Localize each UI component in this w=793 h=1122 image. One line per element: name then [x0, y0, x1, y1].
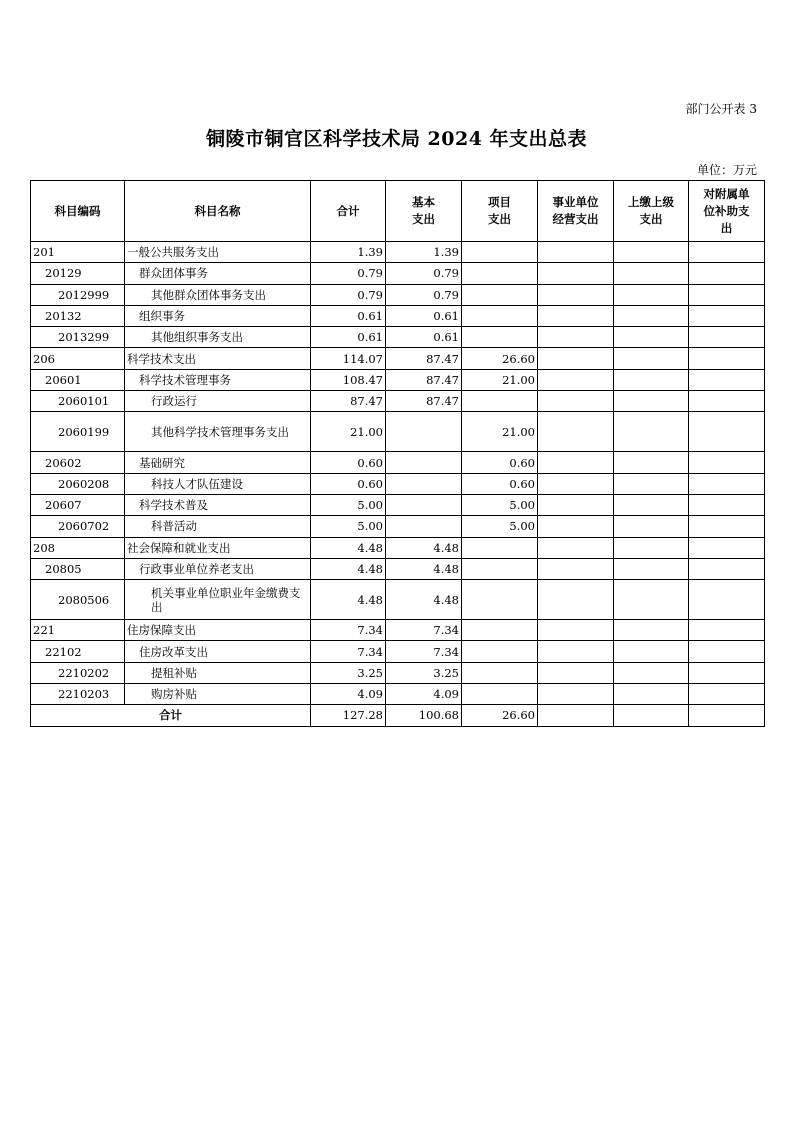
- total-basic-cell: 100.68: [386, 705, 462, 726]
- subsidy-cell: [689, 263, 765, 284]
- basic-cell: 0.79: [386, 263, 462, 284]
- project-cell: 5.00: [462, 494, 538, 515]
- basic-cell: 4.48: [386, 580, 462, 620]
- column-header: 科目名称: [125, 181, 311, 242]
- operating-cell: [538, 391, 614, 412]
- table-row: [31, 580, 765, 620]
- project-cell: 0.60: [462, 473, 538, 494]
- sum-cell: 5.00: [311, 516, 386, 537]
- sum-cell: 87.47: [311, 391, 386, 412]
- upper-cell: [614, 305, 689, 326]
- subsidy-cell: [689, 537, 765, 558]
- total-operating-cell: [538, 705, 614, 726]
- table-row: [31, 641, 765, 662]
- upper-cell: [614, 641, 689, 662]
- header-row: [31, 181, 765, 242]
- column-header: 合计: [311, 181, 386, 242]
- sum-cell: 0.61: [311, 305, 386, 326]
- basic-cell: 0.61: [386, 305, 462, 326]
- subject-name-cell: 机关事业单位职业年金缴费支出: [125, 580, 311, 620]
- operating-cell: [538, 369, 614, 390]
- table-row: [31, 369, 765, 390]
- subject-name-cell: 其他群众团体事务支出: [125, 284, 311, 305]
- operating-cell: [538, 284, 614, 305]
- upper-cell: [614, 558, 689, 579]
- table-body: [31, 242, 765, 705]
- operating-cell: [538, 305, 614, 326]
- subject-code-cell: 201: [31, 242, 125, 263]
- operating-cell: [538, 348, 614, 369]
- basic-cell: 4.09: [386, 684, 462, 705]
- column-header: 对附属单 位补助支 出: [689, 181, 765, 242]
- sum-cell: 4.48: [311, 537, 386, 558]
- column-header: 基本 支出: [386, 181, 462, 242]
- subject-code-cell: 2060208: [31, 473, 125, 494]
- basic-cell: 0.61: [386, 327, 462, 348]
- subject-name-cell: 提租补贴: [125, 662, 311, 683]
- total-row: [31, 705, 765, 726]
- project-cell: [462, 662, 538, 683]
- subject-code-cell: 2210202: [31, 662, 125, 683]
- table-row: [31, 327, 765, 348]
- operating-cell: [538, 662, 614, 683]
- subject-name-cell: 群众团体事务: [125, 263, 311, 284]
- column-header: 科目编码: [31, 181, 125, 242]
- basic-cell: 1.39: [386, 242, 462, 263]
- upper-cell: [614, 620, 689, 641]
- upper-cell: [614, 284, 689, 305]
- page-title: 铜陵市铜官区科学技术局 2024 年支出总表: [205, 128, 588, 150]
- operating-cell: [538, 684, 614, 705]
- upper-cell: [614, 242, 689, 263]
- table-row: [31, 620, 765, 641]
- project-cell: [462, 641, 538, 662]
- project-cell: [462, 537, 538, 558]
- operating-cell: [538, 537, 614, 558]
- basic-cell: [386, 452, 462, 473]
- subject-code-cell: 221: [31, 620, 125, 641]
- project-cell: 5.00: [462, 516, 538, 537]
- sum-cell: 5.00: [311, 494, 386, 515]
- subject-code-cell: 20601: [31, 369, 125, 390]
- sum-cell: 3.25: [311, 662, 386, 683]
- sum-cell: 0.61: [311, 327, 386, 348]
- operating-cell: [538, 620, 614, 641]
- subject-name-cell: 住房改革支出: [125, 641, 311, 662]
- subject-name-cell: 科普活动: [125, 516, 311, 537]
- upper-cell: [614, 412, 689, 452]
- subject-code-cell: 208: [31, 537, 125, 558]
- upper-cell: [614, 263, 689, 284]
- subject-code-cell: 2060101: [31, 391, 125, 412]
- project-cell: [462, 580, 538, 620]
- basic-cell: 87.47: [386, 391, 462, 412]
- subject-name-cell: 其他科学技术管理事务支出: [125, 412, 311, 452]
- subsidy-cell: [689, 348, 765, 369]
- basic-cell: 4.48: [386, 558, 462, 579]
- table-row: [31, 662, 765, 683]
- subject-code-cell: 2013299: [31, 327, 125, 348]
- basic-cell: 7.34: [386, 620, 462, 641]
- project-cell: [462, 263, 538, 284]
- project-cell: [462, 327, 538, 348]
- subject-name-cell: 一般公共服务支出: [125, 242, 311, 263]
- expenditure-table: [30, 180, 765, 727]
- sum-cell: 0.79: [311, 263, 386, 284]
- table-row: [31, 684, 765, 705]
- sum-cell: 0.60: [311, 452, 386, 473]
- table-row: [31, 516, 765, 537]
- basic-cell: 0.79: [386, 284, 462, 305]
- subject-name-cell: 基础研究: [125, 452, 311, 473]
- page-label: 部门公开表 3: [685, 102, 757, 116]
- subsidy-cell: [689, 684, 765, 705]
- subsidy-cell: [689, 391, 765, 412]
- subject-name-cell: 科学技术普及: [125, 494, 311, 515]
- subject-name-cell: 社会保障和就业支出: [125, 537, 311, 558]
- subject-code-cell: 2060199: [31, 412, 125, 452]
- basic-cell: 4.48: [386, 537, 462, 558]
- upper-cell: [614, 391, 689, 412]
- total-upper-cell: [614, 705, 689, 726]
- subject-name-cell: 科学技术管理事务: [125, 369, 311, 390]
- unit-label: 单位：万元: [696, 163, 757, 177]
- subject-code-cell: 22102: [31, 641, 125, 662]
- operating-cell: [538, 412, 614, 452]
- column-header: 事业单位 经营支出: [538, 181, 614, 242]
- project-cell: [462, 242, 538, 263]
- upper-cell: [614, 348, 689, 369]
- subject-name-cell: 购房补贴: [125, 684, 311, 705]
- subject-name-cell: 科技人才队伍建设: [125, 473, 311, 494]
- sum-cell: 1.39: [311, 242, 386, 263]
- subject-name-cell: 其他组织事务支出: [125, 327, 311, 348]
- table-row: [31, 452, 765, 473]
- subsidy-cell: [689, 242, 765, 263]
- subject-code-cell: 20129: [31, 263, 125, 284]
- subject-code-cell: 20607: [31, 494, 125, 515]
- total-project-cell: 26.60: [462, 705, 538, 726]
- project-cell: 26.60: [462, 348, 538, 369]
- operating-cell: [538, 516, 614, 537]
- operating-cell: [538, 473, 614, 494]
- subject-code-cell: 20805: [31, 558, 125, 579]
- table-row: [31, 558, 765, 579]
- project-cell: 21.00: [462, 412, 538, 452]
- subsidy-cell: [689, 641, 765, 662]
- subject-name-cell: 住房保障支出: [125, 620, 311, 641]
- upper-cell: [614, 494, 689, 515]
- subsidy-cell: [689, 327, 765, 348]
- sum-cell: 114.07: [311, 348, 386, 369]
- project-cell: [462, 684, 538, 705]
- column-header: 项目 支出: [462, 181, 538, 242]
- upper-cell: [614, 580, 689, 620]
- sum-cell: 108.47: [311, 369, 386, 390]
- table-row: [31, 242, 765, 263]
- subject-name-cell: 行政运行: [125, 391, 311, 412]
- sum-cell: 4.48: [311, 558, 386, 579]
- subsidy-cell: [689, 620, 765, 641]
- sum-cell: 4.09: [311, 684, 386, 705]
- project-cell: 21.00: [462, 369, 538, 390]
- subsidy-cell: [689, 473, 765, 494]
- operating-cell: [538, 494, 614, 515]
- upper-cell: [614, 327, 689, 348]
- project-cell: 0.60: [462, 452, 538, 473]
- upper-cell: [614, 662, 689, 683]
- subject-code-cell: 20132: [31, 305, 125, 326]
- sum-cell: 21.00: [311, 412, 386, 452]
- subsidy-cell: [689, 580, 765, 620]
- subject-name-cell: 科学技术支出: [125, 348, 311, 369]
- subsidy-cell: [689, 305, 765, 326]
- subject-code-cell: 2080506: [31, 580, 125, 620]
- operating-cell: [538, 452, 614, 473]
- total-sum-cell: 127.28: [311, 705, 386, 726]
- table-row: [31, 412, 765, 452]
- subsidy-cell: [689, 662, 765, 683]
- table-row: [31, 391, 765, 412]
- table-row: [31, 348, 765, 369]
- total-subsidy-cell: [689, 705, 765, 726]
- subsidy-cell: [689, 516, 765, 537]
- upper-cell: [614, 516, 689, 537]
- subsidy-cell: [689, 284, 765, 305]
- column-header: 上缴上级 支出: [614, 181, 689, 242]
- subject-code-cell: 2060702: [31, 516, 125, 537]
- table-row: [31, 263, 765, 284]
- project-cell: [462, 391, 538, 412]
- subject-code-cell: 20602: [31, 452, 125, 473]
- upper-cell: [614, 473, 689, 494]
- sum-cell: 0.79: [311, 284, 386, 305]
- table-row: [31, 284, 765, 305]
- subject-code-cell: 206: [31, 348, 125, 369]
- basic-cell: 87.47: [386, 369, 462, 390]
- project-cell: [462, 284, 538, 305]
- subject-name-cell: 行政事业单位养老支出: [125, 558, 311, 579]
- project-cell: [462, 558, 538, 579]
- project-cell: [462, 305, 538, 326]
- operating-cell: [538, 263, 614, 284]
- subsidy-cell: [689, 494, 765, 515]
- operating-cell: [538, 558, 614, 579]
- basic-cell: [386, 473, 462, 494]
- subsidy-cell: [689, 369, 765, 390]
- table-row: [31, 305, 765, 326]
- project-cell: [462, 620, 538, 641]
- subject-name-cell: 组织事务: [125, 305, 311, 326]
- operating-cell: [538, 327, 614, 348]
- sum-cell: 0.60: [311, 473, 386, 494]
- upper-cell: [614, 452, 689, 473]
- basic-cell: [386, 412, 462, 452]
- subject-code-cell: 2012999: [31, 284, 125, 305]
- sum-cell: 7.34: [311, 620, 386, 641]
- basic-cell: [386, 494, 462, 515]
- subsidy-cell: [689, 412, 765, 452]
- total-label: 合计: [31, 705, 311, 726]
- basic-cell: 3.25: [386, 662, 462, 683]
- sum-cell: 7.34: [311, 641, 386, 662]
- sum-cell: 4.48: [311, 580, 386, 620]
- table-row: [31, 494, 765, 515]
- table-row: [31, 473, 765, 494]
- subsidy-cell: [689, 558, 765, 579]
- upper-cell: [614, 369, 689, 390]
- table-row: [31, 537, 765, 558]
- operating-cell: [538, 641, 614, 662]
- operating-cell: [538, 242, 614, 263]
- basic-cell: 7.34: [386, 641, 462, 662]
- upper-cell: [614, 684, 689, 705]
- basic-cell: [386, 516, 462, 537]
- subject-code-cell: 2210203: [31, 684, 125, 705]
- operating-cell: [538, 580, 614, 620]
- subsidy-cell: [689, 452, 765, 473]
- basic-cell: 87.47: [386, 348, 462, 369]
- upper-cell: [614, 537, 689, 558]
